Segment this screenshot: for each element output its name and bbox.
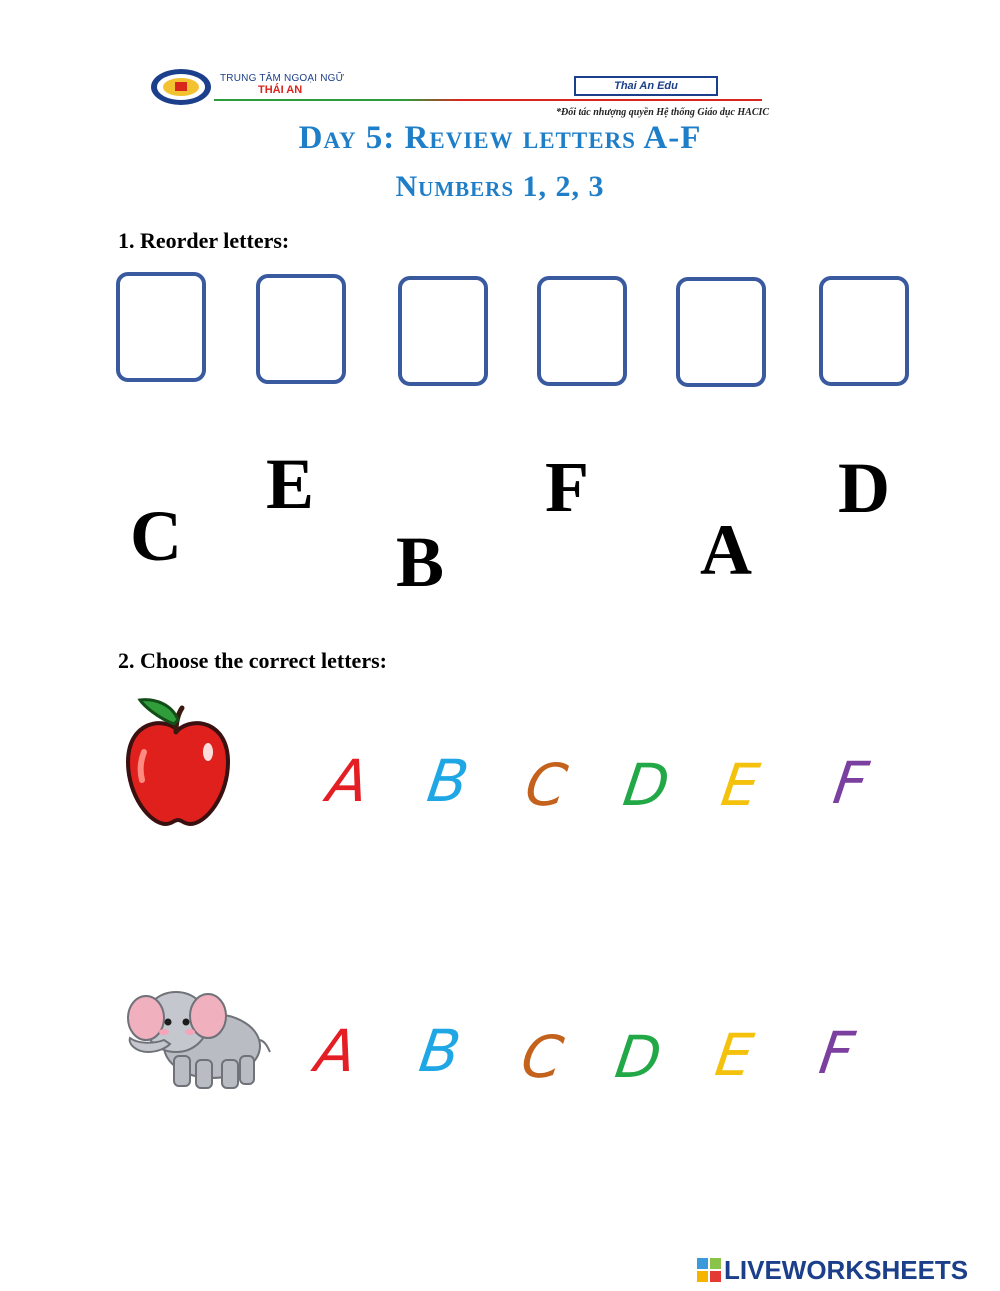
answer-box-5[interactable] — [676, 277, 766, 387]
page-title: Day 5: Review letters A-F — [298, 120, 702, 156]
elephant-choice-a[interactable]: A — [311, 1017, 361, 1085]
draggable-letter[interactable]: C — [130, 496, 182, 576]
draggable-letter[interactable]: E — [266, 444, 315, 524]
draggable-letter[interactable]: B — [396, 522, 445, 602]
elephant-choice-c[interactable]: C — [517, 1023, 568, 1091]
center-subname: THÁI AN — [258, 84, 303, 96]
header-divider — [214, 99, 762, 101]
apple-choice-a[interactable]: A — [323, 747, 373, 815]
brand-label: Thai An Edu — [574, 76, 718, 96]
elephant-choice-b[interactable]: B — [415, 1017, 465, 1085]
apple-icon — [122, 696, 234, 828]
center-name: TRUNG TÂM NGOẠI NGỮ — [220, 73, 345, 84]
apple-choice-e[interactable]: E — [717, 751, 764, 819]
elephant-choice-d[interactable]: D — [611, 1023, 666, 1091]
answer-box-2[interactable] — [256, 274, 346, 384]
draggable-letter[interactable]: D — [838, 448, 890, 528]
answer-box-6[interactable] — [819, 276, 909, 386]
school-logo-icon — [150, 68, 212, 106]
elephant-choice-f[interactable]: F — [815, 1019, 859, 1087]
elephant-choice-e[interactable]: E — [711, 1021, 758, 1089]
apple-choice-b[interactable]: B — [423, 747, 473, 815]
apple-choice-c[interactable]: C — [521, 751, 572, 819]
section-1-heading: 1. Reorder letters: — [118, 228, 290, 253]
section-2-heading: 2. Choose the correct letters: — [118, 648, 387, 673]
answer-box-3[interactable] — [398, 276, 488, 386]
draggable-letter[interactable]: F — [545, 447, 589, 527]
apple-choice-f[interactable]: F — [829, 749, 873, 817]
draggable-letter[interactable]: A — [700, 510, 752, 590]
header-tagline: *Đối tác nhượng quyền Hệ thống Giáo dục HACIC — [556, 107, 770, 118]
apple-choice-d[interactable]: D — [619, 751, 674, 819]
footer-brand: LIVEWORKSHEETS — [724, 1255, 969, 1285]
liveworksheets-logo-icon — [697, 1258, 721, 1282]
page-subtitle: Numbers 1, 2, 3 — [395, 170, 605, 203]
answer-box-4[interactable] — [537, 276, 627, 386]
answer-box-1[interactable] — [116, 272, 206, 382]
elephant-icon — [124, 982, 274, 1094]
